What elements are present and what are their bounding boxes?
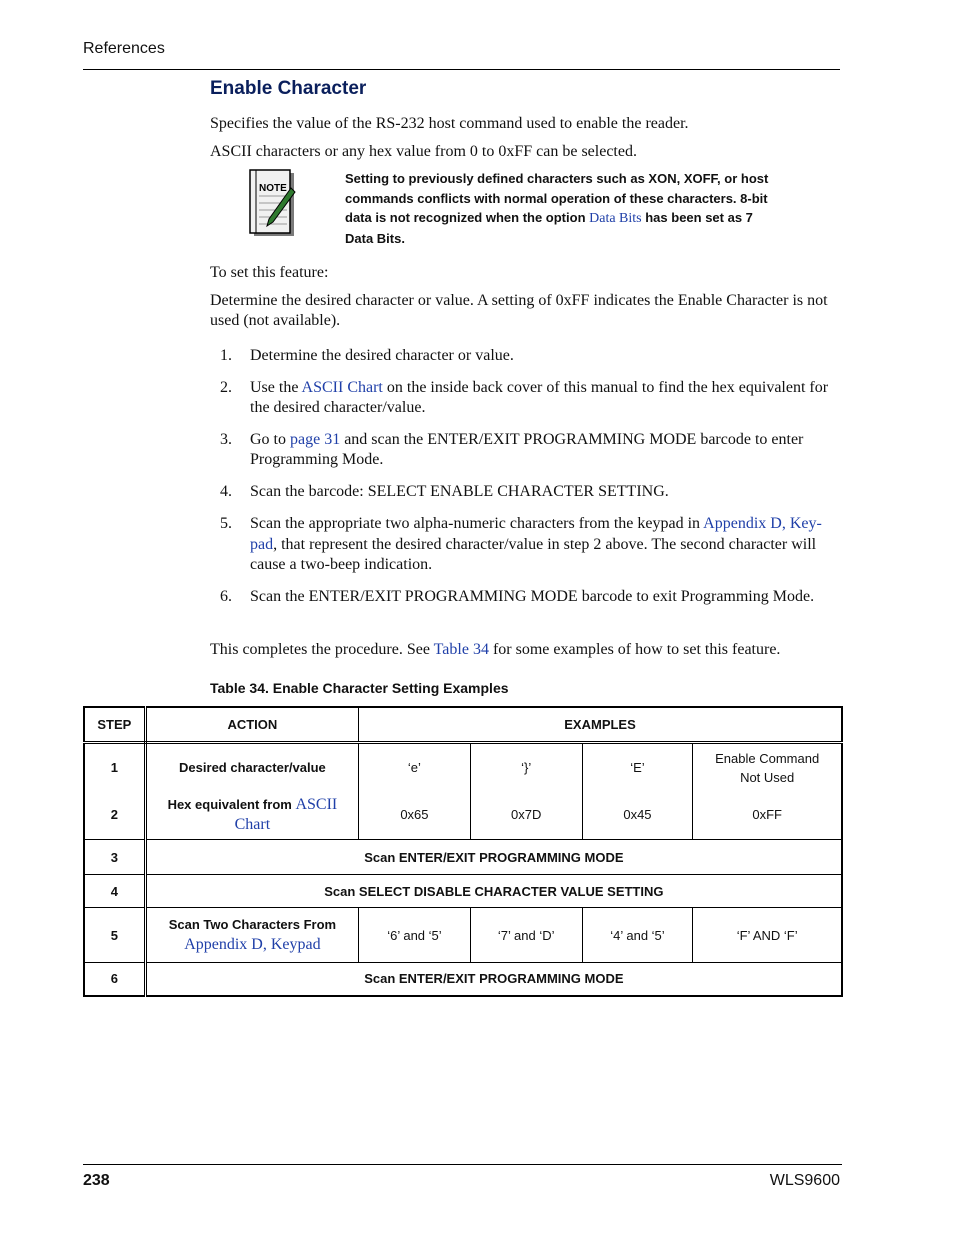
- step-cell: 1: [84, 743, 145, 791]
- determine-paragraph: Determine the desired character or value. A setting of 0xFF indicates the Enable Character is not used (not available).: [210, 292, 828, 329]
- appendix-d-keypad-link[interactable]: Appendix D, Keypad: [184, 936, 321, 953]
- procedure-step: [220, 482, 845, 503]
- example-value: 0x7D: [511, 807, 542, 822]
- example-col-3: [582, 743, 693, 840]
- example-value: ‘4’ and ‘5’: [582, 908, 693, 963]
- action-cell: Desired character/value: [145, 743, 358, 791]
- note-text-start: Setting to previously defined characters such as XON, XOFF, or host commands conflicts with normal operation of these characters. 8-bit data is not recognized when the option: [345, 171, 769, 225]
- example-col-4: [693, 743, 842, 840]
- running-header: References: [83, 40, 165, 57]
- completes-text-end: for some examples of how to set this feature.: [488, 641, 781, 658]
- procedure-step: [220, 430, 845, 471]
- step-text-segment: Go to: [250, 430, 290, 448]
- cross-reference-link[interactable]: ASCII Chart: [301, 378, 383, 396]
- example-value: 0x45: [623, 807, 652, 822]
- action-cell: Scan ENTER/EXIT PROGRAMMING MODE: [145, 840, 842, 875]
- footer-rule: [83, 1164, 842, 1165]
- cross-reference-link[interactable]: Appendix D, Key-pad: [250, 515, 822, 553]
- action-cell: [145, 790, 358, 839]
- table-row: [84, 908, 842, 963]
- step-text-segment: Use the: [250, 378, 302, 396]
- procedure-step: [220, 587, 845, 608]
- step-text: [250, 346, 845, 367]
- example-value: ‘E’: [630, 760, 645, 775]
- step-number: 1.: [220, 347, 232, 364]
- note-text-end: has been set as 7 Data Bits.: [345, 210, 753, 246]
- action-cell: Scan ENTER/EXIT PROGRAMMING MODE: [145, 963, 842, 996]
- step-text: [250, 587, 845, 608]
- step-number: 6.: [220, 587, 232, 605]
- completes-text-start: This completes the procedure. See: [210, 641, 434, 658]
- step-number: 2.: [220, 378, 232, 396]
- header-rule: [83, 69, 840, 70]
- intro-paragraph-2: ASCII characters or any hex value from 0 to 0xFF can be selected.: [210, 143, 637, 160]
- example-col-2: [470, 743, 582, 840]
- example-value: ‘F’ AND ‘F’: [693, 908, 842, 963]
- example-value: ‘6’ and ‘5’: [359, 908, 471, 963]
- step-text: [250, 514, 845, 576]
- table-row: [84, 840, 842, 875]
- header-action: ACTION: [145, 707, 358, 743]
- step-text: [250, 430, 845, 471]
- example-value: 0x65: [400, 807, 429, 822]
- step-number: 5.: [220, 515, 232, 532]
- step-cell: 3: [84, 840, 145, 875]
- procedure-step: [220, 514, 845, 576]
- example-value: ‘7’ and ‘D’: [470, 908, 582, 963]
- step-text: [250, 482, 845, 503]
- action-text: Scan Two Characters From: [168, 917, 337, 932]
- note-text: [345, 169, 770, 248]
- intro-paragraph-1: Specifies the value of the RS-232 host command used to enable the reader.: [210, 115, 689, 132]
- section-title: Enable Character: [210, 78, 367, 99]
- step-cell: 2: [84, 790, 145, 839]
- procedure-steps: [220, 346, 845, 607]
- ascii-chart-link[interactable]: ASCII Chart: [234, 795, 338, 833]
- action-cell: [145, 908, 358, 963]
- step-text-segment: Determine the desired character or value.: [250, 347, 514, 364]
- step-number: 3.: [220, 430, 232, 448]
- note-icon-label: NOTE: [259, 183, 287, 194]
- examples-table: [83, 706, 843, 997]
- table-row: [84, 875, 842, 908]
- completes-paragraph: [210, 640, 840, 660]
- header-step: STEP: [84, 707, 145, 743]
- table-34-link[interactable]: Table 34: [433, 641, 489, 658]
- example-value: ‘}’: [521, 760, 532, 775]
- example-value: Enable Command Not Used: [715, 750, 820, 785]
- product-model: WLS9600: [769, 1172, 840, 1189]
- example-col-1: [359, 743, 471, 840]
- step-text-segment: on the inside back cover of this manual to find the hex equivalent for the desired character/value.: [250, 378, 829, 416]
- step-cell: 5: [84, 908, 145, 963]
- example-value: ‘e’: [407, 760, 421, 775]
- page-number: 238: [83, 1172, 110, 1189]
- table-row: [84, 963, 842, 996]
- table-caption: Table 34. Enable Character Setting Examples: [210, 680, 509, 696]
- procedure-step: [220, 346, 845, 367]
- step-cell: 4: [84, 875, 145, 908]
- procedure-step: [220, 378, 845, 419]
- note-icon: [247, 168, 297, 238]
- step-text-segment: Scan the ENTER/EXIT PROGRAMMING MODE barcode to exit Programming Mode.: [250, 587, 815, 605]
- table-row: [84, 743, 842, 791]
- step-text-segment: , that represent the desired character/value in step 2 above. The second character will cause a two-beep indication.: [250, 535, 817, 573]
- data-bits-link[interactable]: Data Bits: [589, 211, 642, 226]
- example-value: 0xFF: [752, 807, 782, 822]
- step-text-segment: and scan the ENTER/EXIT PROGRAMMING MODE barcode to enter Programming Mode.: [250, 430, 804, 468]
- step-text: [250, 378, 845, 419]
- step-text-segment: Scan the appropriate two alpha-numeric characters from the keypad in: [250, 515, 704, 532]
- step-number: 4.: [220, 482, 232, 500]
- action-text: Hex equivalent from: [167, 796, 296, 812]
- step-text-segment: Scan the barcode: SELECT ENABLE CHARACTER SETTING.: [250, 482, 669, 500]
- to-set-paragraph: To set this feature:: [210, 264, 329, 281]
- action-cell: Scan SELECT DISABLE CHARACTER VALUE SETTING: [145, 875, 842, 908]
- table-header-row: [84, 707, 842, 743]
- cross-reference-link[interactable]: page 31: [290, 430, 341, 448]
- header-examples: EXAMPLES: [359, 707, 842, 743]
- step-cell: 6: [84, 963, 145, 996]
